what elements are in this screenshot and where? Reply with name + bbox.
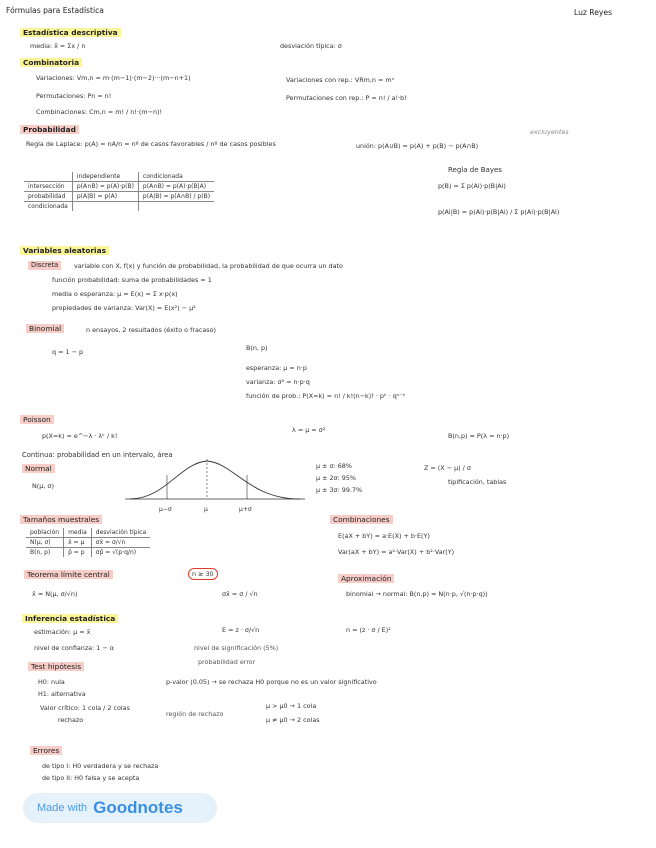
table-header: condicionada <box>138 172 214 182</box>
binomial-mean: esperanza: μ = n·p <box>246 364 307 372</box>
poisson-approx: B(n,p) ≈ P(λ = n·p) <box>448 432 510 440</box>
perm-rep-formula: Permutaciones con rep.: P = n! / a!·b! <box>286 94 407 102</box>
table-cell: intersección <box>24 182 72 192</box>
table-cell: condicionada <box>24 202 72 212</box>
pvalue-rule: p-valor (0.05) → se rechaza H0 porque no es un valor significativo <box>166 678 377 686</box>
poisson-tag: Poisson <box>20 415 54 424</box>
binomial-q: q = 1 − p <box>52 348 84 356</box>
variations-formula: Variaciones: Vm,n = m·(m−1)·(m−2)···(m−n+1) <box>36 74 191 82</box>
made-with-goodnotes-badge[interactable] <box>23 793 217 823</box>
probability-function: función probabilidad: suma de probabilidades = 1 <box>52 276 212 284</box>
estimate-formula: estimación: μ = x̄ <box>34 628 91 636</box>
type-one-error: de tipo I: H0 verdadera y se rechaza <box>42 762 159 770</box>
section-random-vars-heading: Variables aleatorias <box>20 246 109 255</box>
section-descriptive-heading: Estadística descriptiva <box>20 28 121 37</box>
reject-label: rechazo <box>58 716 84 724</box>
discrete-definition: variable con X, f(x) y función de probabilidad, la probabilidad de que ocurra un dato <box>74 262 343 270</box>
table-cell: σp̂ = √(p·q/n) <box>91 548 150 558</box>
critical-value: Valor crítico: 1 cola / 2 colas <box>40 704 130 712</box>
errors-tag: Errores <box>30 746 62 755</box>
bell-curve <box>130 461 300 499</box>
approximation-text: binomial → normal: B(n,p) ≈ N(n·p, √(n·p·q)) <box>346 590 488 598</box>
section-combinations-heading: Combinaciones <box>330 515 393 524</box>
table-cell <box>72 202 138 212</box>
table-cell: σx̄ = σ/√n <box>91 538 150 548</box>
poisson-params: λ = μ = σ² <box>292 426 326 434</box>
section-clt-heading: Teorema límite central <box>24 570 113 579</box>
alpha-note: nivel de significación (5%) <box>194 644 279 652</box>
table-row <box>24 192 214 202</box>
badge-brand: Goodnotes <box>93 798 183 817</box>
mu-case-two-tail: μ ≠ μ0 → 2 colas <box>266 716 320 724</box>
binomial-tag: Binomial <box>26 324 64 333</box>
mu-case-one-tail: μ > μ0 → 1 cola <box>266 702 317 710</box>
sigma-rule-2: μ ± 2σ: 95% <box>316 474 356 482</box>
binomial-params: B(n, p) <box>246 344 268 352</box>
bell-label-mean: μ <box>204 506 208 513</box>
error-formula: E = z · σ/√n <box>222 626 260 634</box>
hypothesis-test-tag: Test hipótesis <box>28 662 84 671</box>
union-formula: unión: p(A∪B) = p(A) + p(B) − p(A∩B) <box>356 142 479 150</box>
confidence-level: nivel de confianza: 1 − α <box>34 644 114 652</box>
laplace-rule: Regla de Laplace: p(A) = nA/n = nº de casos favorables / nº de casos posibles <box>26 140 276 148</box>
combination-expectation: E(aX + bY) = a·E(X) + b·E(Y) <box>338 532 430 540</box>
clt-condition-circled: n ≥ 30 <box>188 568 218 580</box>
exclusive-note: excluyentes <box>530 128 569 136</box>
sigma-rule-3: μ ± 3σ: 99.7% <box>316 486 363 494</box>
binomial-description: n ensayos, 2 resultados (éxito o fracaso) <box>86 326 217 334</box>
table-cell: probabilidad <box>24 192 72 202</box>
table-header: población <box>30 529 60 536</box>
normal-curve <box>125 455 305 515</box>
normal-tag: Normal <box>22 464 55 473</box>
section-sample-heading: Tamaños muestrales <box>20 515 102 524</box>
discrete-tag: Discreta <box>28 261 61 270</box>
table-row <box>24 182 214 192</box>
table-header <box>24 172 72 182</box>
author-name: Luz Reyes <box>574 8 613 17</box>
bayes-formula: p(Ai|B) = p(Ai)·p(B|Ai) / Σ p(Ai)·p(B|Ai) <box>438 208 560 216</box>
sigma-rule-1: μ ± σ: 68% <box>316 462 352 470</box>
variations-rep-formula: Variaciones con rep.: VRm,n = mⁿ <box>286 76 395 84</box>
section-combinatorics-heading: Combinatoria <box>20 58 82 67</box>
sample-size-formula: n = (z · σ / E)² <box>346 626 391 634</box>
table-cell <box>138 202 214 212</box>
continuous-line: Continua: probabilidad en un intervalo, área <box>22 451 173 459</box>
badge-made-with: Made with <box>37 802 88 814</box>
clt-condition <box>188 570 218 578</box>
table-cell: x̄ = μ <box>64 538 92 548</box>
bayes-title: Regla de Bayes <box>448 166 502 174</box>
table-cell: p̂ = p <box>64 548 92 558</box>
type-two-error: de tipo II: H0 falsa y se acepta <box>42 774 140 782</box>
alternative-hypothesis: H1: alternativa <box>38 690 86 698</box>
clt-formula: x̄ ≈ N(μ, σ/√n) <box>32 590 78 598</box>
null-hypothesis: H0: nula <box>38 678 65 686</box>
table-header: independiente <box>72 172 138 182</box>
standardize-formula: Z = (X − μ) / σ <box>424 464 471 472</box>
total-probability: p(B) = Σ p(Ai)·p(B|Ai) <box>438 182 506 190</box>
probability-error-note: probabilidad error <box>198 658 256 666</box>
table-cell: p(A|B) = p(A) <box>72 192 138 202</box>
table-header: media <box>64 528 92 538</box>
table-row <box>24 172 214 182</box>
table-cell: N(μ, σ) <box>26 538 64 548</box>
region-note: región de rechazo <box>166 710 224 718</box>
table-header: desviación típica <box>91 528 150 538</box>
sample-table <box>26 528 150 557</box>
table-cell: p(A|B) = p(A∩B) / p(B) <box>138 192 214 202</box>
table-row <box>26 538 150 548</box>
combination-variance: Var(aX + bY) = a²·Var(X) + b²·Var(Y) <box>338 548 455 556</box>
table-cell: B(n, p) <box>26 548 64 558</box>
permutations-formula: Permutaciones: Pn = n! <box>36 92 112 100</box>
section-inference-heading: Inferencia estadística <box>22 614 118 623</box>
bell-label-left: μ−σ <box>159 506 172 513</box>
probability-table <box>24 172 214 211</box>
expectation-formula: media o esperanza: μ = E(x) = Σ x·p(x) <box>52 290 178 298</box>
deviation-formula: desviación típica: σ <box>280 42 342 50</box>
variance-properties: propiedades de varianza: Var(X) = E(x²) − μ² <box>52 304 196 312</box>
binomial-pmf: función de prob.: P(X=k) = n! / k!(n−k)! · pᵏ · qⁿ⁻ᵏ <box>246 392 406 400</box>
table-row <box>26 548 150 558</box>
table-cell: p(A∩B) = p(A)·p(B|A) <box>138 182 214 192</box>
standardize-note: tipificación, tablas <box>448 478 507 486</box>
page-title: Fórmulas para Estadística <box>6 6 104 15</box>
combinations-formula: Combinaciones: Cm,n = m! / n!·(m−n)! <box>36 108 163 116</box>
poisson-pmf: p(X=k) = e^−λ · λᵏ / k! <box>42 432 118 440</box>
table-row <box>26 528 150 538</box>
mean-formula: media: x̄ = Σx / n <box>30 42 86 50</box>
clt-std-error: σx̄ = σ / √n <box>222 590 258 598</box>
section-probability-heading: Probabilidad <box>20 125 79 134</box>
section-approximation-heading: Aproximación <box>338 574 394 583</box>
table-cell: p(A∩B) = p(A)·p(B) <box>72 182 138 192</box>
bell-label-right: μ+σ <box>239 506 252 513</box>
binomial-variance: varianza: σ² = n·p·q <box>246 378 310 386</box>
table-row <box>24 202 214 212</box>
normal-params: N(μ, σ) <box>32 482 54 490</box>
